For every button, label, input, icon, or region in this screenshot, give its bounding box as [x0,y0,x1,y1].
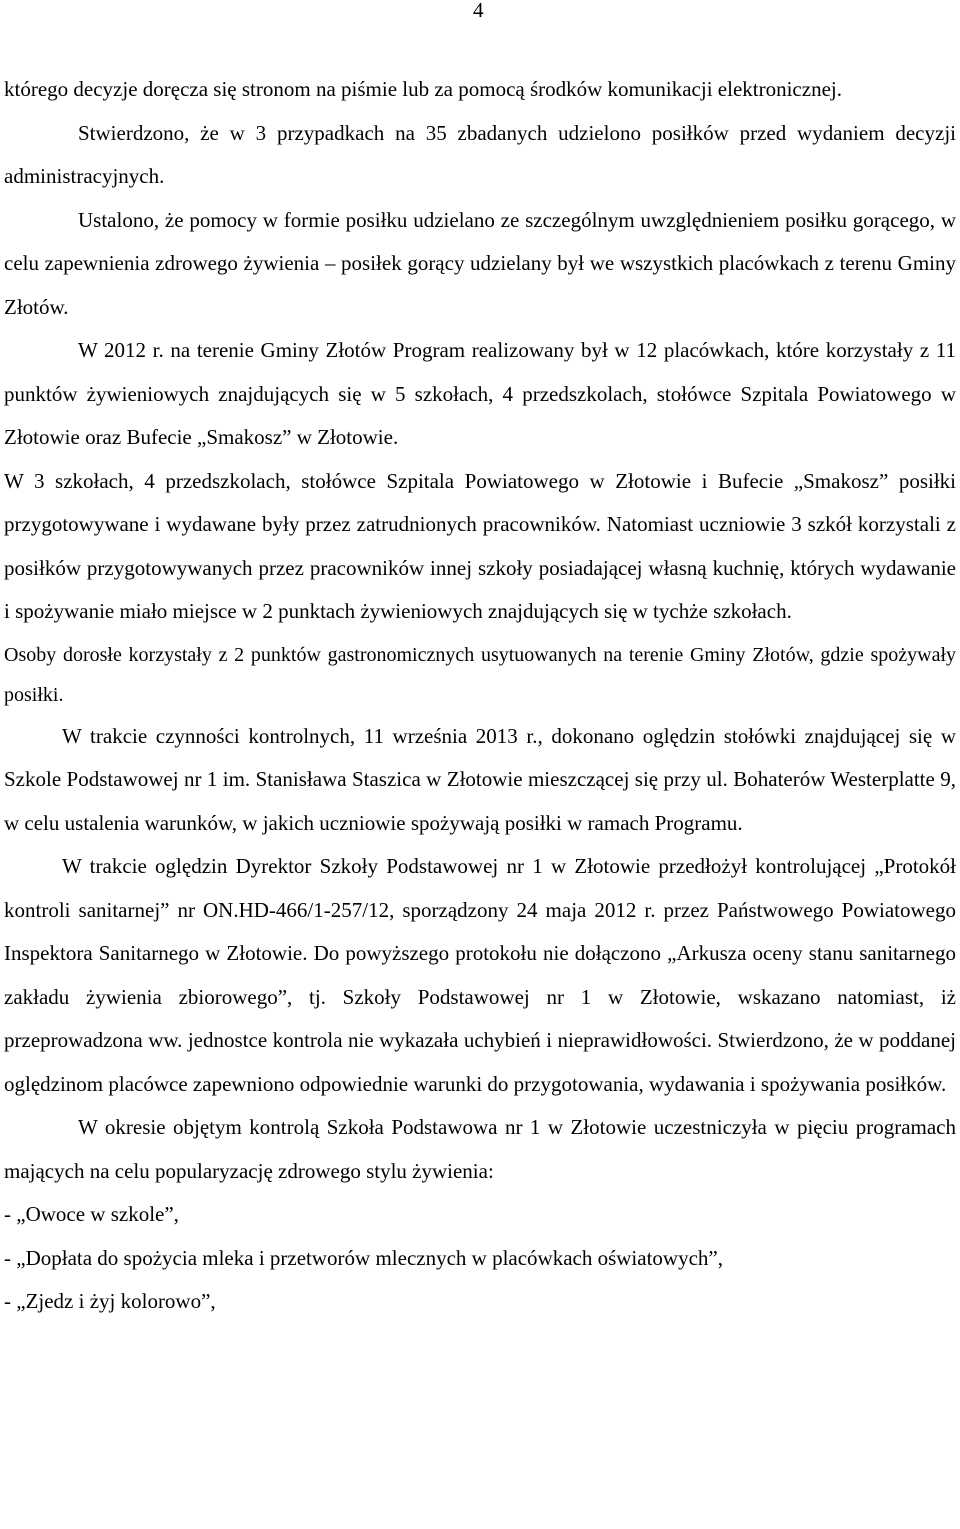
paragraph-program-2012: W 2012 r. na terenie Gminy Złotów Program realizowany był w 12 placówkach, które korzystały z 11 punktów żywieniowych znajdujących się w 5 szkołach, 4 przedszkolach, stołówce Szpitala Powiatowego w Złotowie oraz Bufecie „Smakosz” w Złotowie. [4,338,956,449]
programs-list [4,1193,956,1324]
paragraph-hot-meals: Ustalono, że pomocy w formie posiłku udzielano ze szczególnym uwzględnieniem posiłku gorącego, w celu zapewnienia zdrowego żywienia – posiłek gorący udzielany był we wszystkich placówkach z terenu Gminy Złotów. [4,207,956,319]
list-item: - „Dopłata do spożycia mleka i przetworów mlecznych w placówkach oświatowych”, [4,1245,723,1270]
paragraph-meals-before-decision: Stwierdzono, że w 3 przypadkach na 35 zbadanych udzielono posiłków przed wydaniem decyzji administracyjnych. [4,120,956,188]
paragraph-sanitary-protocol: W trakcie oględzin Dyrektor Szkoły Podstawowej nr 1 w Złotowie przedłożył kontrolującej „Protokół kontroli sanitarnej” nr ON.HD-466/1-257/12, sporządzony 24 maja 2012 r. przez Państwowego Powiatowego Inspektora Sanitarnego w Złotowie. Do powyższego protokołu nie dołączono „Arkusza oceny stanu sanitarnego zakładu żywienia zbiorowego”, tj. Szkoły Podstawowej nr 1 w Złotowie, wskazano natomiast, iż przeprowadzona ww. jednostce kontrola nie wykazała uchybień i nieprawidłowości. Stwierdzono, że w poddanej oględzinom placówce zapewniono odpowiednie warunki do przygotowania, wydawania i spożywania posiłków. [4,854,956,1096]
document-body [4,68,956,1324]
list-item: - „Zjedz i żyj kolorowo”, [4,1289,216,1313]
paragraph-decisions-delivery: którego decyzje doręcza się stronom na piśmie lub za pomocą środków komunikacji elektronicznej. [4,77,842,101]
paragraph-adults: Osoby dorosłe korzystały z 2 punktów gastronomicznych usytuowanych na terenie Gminy Złotów, gdzie spożywały posiłki. [4,643,956,706]
paragraph-inspection: W trakcie czynności kontrolnych, 11 września 2013 r., dokonano oględzin stołówki znajdującej się w Szkole Podstawowej nr 1 im. Stanisława Staszica w Złotowie mieszczącej się przy ul. Bohaterów Westerplatte 9, w celu ustalenia warunków, w jakich uczniowie spożywają posiłki w ramach Programu. [4,723,956,835]
page-number: 4 [473,0,484,22]
paragraph-programs-intro: W okresie objętym kontrolą Szkoła Podstawowa nr 1 w Złotowie uczestniczyła w pięciu programach mających na celu popularyzację zdrowego stylu żywienia: [4,1115,956,1183]
paragraph-meal-preparation: W 3 szkołach, 4 przedszkolach, stołówce Szpitala Powiatowego w Złotowie i Bufecie „Smakosz” posiłki przygotowywane i wydawane były przez zatrudnionych pracowników. Natomiast uczniowie 3 szkół korzystali z posiłków przygotowywanych przez pracowników innej szkoły posiadającej własną kuchnię, których wydawanie i spożywanie miało miejsce w 2 punktach żywieniowych znajdujących się w tychże szkołach. [4,468,956,623]
list-item: - „Owoce w szkole”, [4,1202,179,1226]
